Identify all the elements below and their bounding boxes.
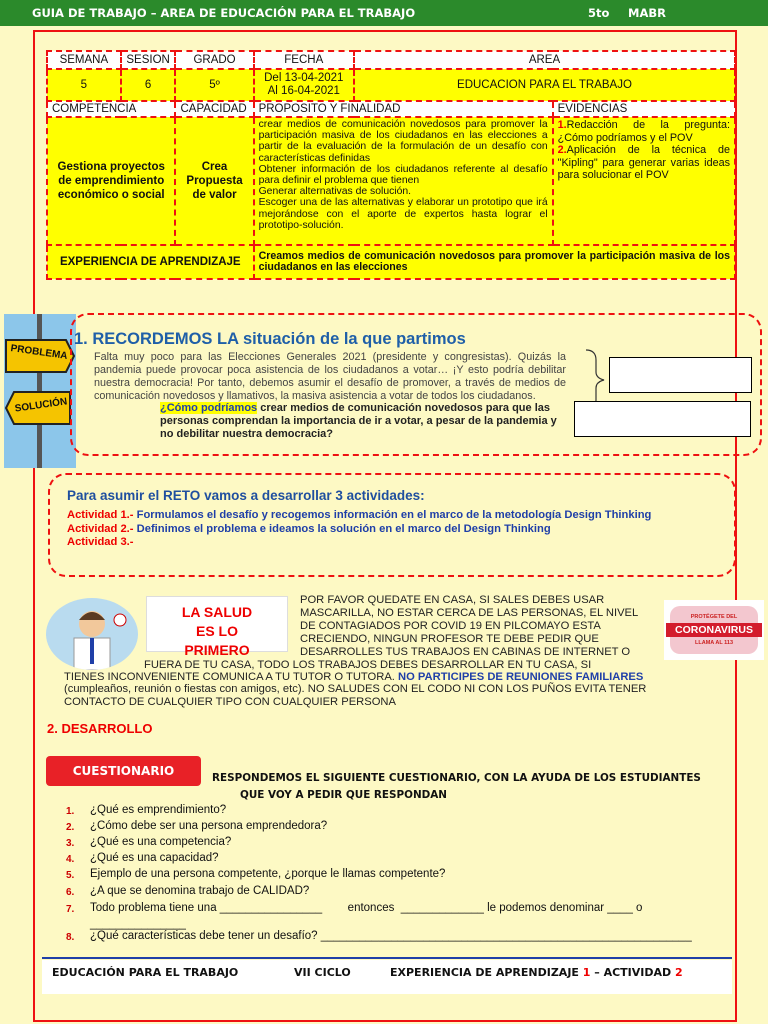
question-list (66, 804, 730, 950)
activity-item (67, 523, 707, 536)
question-number: 1. (66, 806, 75, 817)
instruction-line2: QUE VOY A PEDIR QUE RESPONDAN (240, 789, 448, 801)
question-item[interactable] (90, 918, 186, 930)
activity-label: Actividad 1.- (67, 509, 134, 521)
question-item (66, 836, 232, 849)
desarrollo-title: 2. DESARROLLO (47, 721, 153, 736)
answer-box-bottom[interactable] (574, 401, 751, 437)
sign-problem-label: PROBLEMA (9, 343, 69, 362)
health-title: LA SALUD ES LO PRIMERO (181, 604, 253, 658)
question-item (66, 868, 446, 881)
question-number: 3. (66, 838, 75, 849)
cuestionario-button[interactable]: CUESTIONARIO (46, 756, 201, 786)
value-sesion: 6 (121, 69, 176, 101)
footer-act-number: 2 (674, 966, 683, 979)
question-number: 8. (66, 932, 75, 943)
badge-main-text: CORONAVIRUS (666, 623, 762, 637)
question-number: 6. (66, 887, 75, 898)
section1-question (160, 402, 560, 441)
problem-solution-signpost (4, 314, 76, 468)
evidencia-num: 1. (557, 119, 567, 131)
grade-label: 5to (588, 6, 610, 20)
coronavirus-badge (664, 600, 764, 660)
competencia-cell: Gestiona proyectos de emprendimiento económico o social (47, 117, 175, 245)
activity-item (67, 509, 707, 522)
session-plan-table (46, 50, 736, 280)
question-text: ¿Qué características debe tener un desafío? __________________________________________________________ (90, 930, 692, 942)
fecha-start: Del 13-04-2021 (264, 72, 344, 84)
top-header-bar (0, 0, 768, 26)
question-item (66, 820, 328, 833)
question-rest: crear medios de comunicación novedosos para que las personas comprendan la importancia de ir a votar, a pesar de la pandemia y no debilitar nuestra democracia? (160, 402, 557, 440)
evidencia-num: 2. (557, 144, 567, 156)
value-fecha (254, 69, 354, 101)
question-text: ¿A que se denomina trabajo de CALIDAD? (90, 885, 310, 897)
footer-exp-number: 1 (582, 966, 591, 979)
question-item (66, 885, 310, 898)
footer-exp-label: EXPERIENCIA DE APRENDIZAJE (390, 966, 583, 979)
badge-top-text: PROTÉGETE DEL (690, 614, 738, 620)
header-capacidad: CAPACIDAD (175, 101, 253, 117)
experiencia-label: EXPERIENCIA DE APRENDIZAJE (47, 245, 254, 279)
footer-right (390, 966, 683, 979)
activity-label: Actividad 3.- (67, 536, 134, 548)
evidencia-text: Aplicación de la técnica de "Kipling" para generar varias ideas para solucionar el POV (557, 144, 730, 181)
question-text: _______________ (90, 918, 186, 930)
question-item (66, 852, 219, 865)
health-notice: POR FAVOR QUEDATE EN CASA, SI SALES DEBES USAR MASCARILLA, NO ESTAR CERCA DE LAS PERSONAS, EL NIVEL DE CONTAGIADOS POR COVID 19 EN PILCOMAYO ESTA CRECIENDO, NINGUN PROFESOR TE DEBE PEDIR QUE DESARROLLES TUS TRABAJOS EN CABINAS DE INTERNET O (300, 594, 638, 658)
header-fecha: FECHA (254, 51, 354, 69)
proposito-line: Generar alternativas de solución. (258, 186, 412, 198)
proposito-line: Obtener información de los ciudadanos referente al desafío para definir el problema que tienen (258, 163, 548, 187)
question-item[interactable] (66, 930, 692, 943)
evidencia-item (558, 119, 730, 144)
question-number: 2. (66, 822, 75, 833)
question-number: 4. (66, 854, 75, 865)
header-competencia: COMPETENCIA (47, 101, 175, 117)
guide-title: GUIA DE TRABAJO – AREA DE EDUCACIÓN PARA EL TRABAJO (32, 6, 416, 20)
footer-bar (42, 960, 732, 994)
question-text: Ejemplo de una persona competente, ¿porque le llamas competente? (90, 868, 446, 880)
activity-item (67, 536, 707, 549)
activity-label: Actividad 2.- (67, 523, 134, 535)
doctor-illustration (46, 598, 138, 670)
question-text: ¿Qué es una capacidad? (90, 852, 219, 864)
footer-left: EDUCACIÓN PARA EL TRABAJO (52, 966, 239, 979)
health-notice-line3 (64, 671, 643, 683)
author-initials: MABR (628, 6, 666, 20)
notice-bold-text: NO PARTICIPES DE REUNIONES FAMILIARES (394, 671, 644, 683)
question-number: 7. (66, 904, 75, 915)
question-number: 5. (66, 870, 75, 881)
header-grado: GRADO (175, 51, 253, 69)
header-evidencias: EVIDENCIAS (553, 101, 735, 117)
section1-title: 1. RECORDEMOS LA situación de la que partimos (74, 330, 466, 348)
question-highlight: ¿Cómo podríamos (160, 402, 258, 414)
header-sesion: SESION (121, 51, 176, 69)
footer-rule (42, 957, 732, 959)
question-text: ¿Qué es emprendimiento? (90, 804, 227, 816)
header-area: AREA (354, 51, 735, 69)
proposito-line: crear medios de comunicación novedosos para promover la participación masiva de los ciudadanos en las elecciones a partir de la evaluación de la formulación de un desafío con características definidas (258, 119, 548, 164)
activity-text: Definimos el problema e ideamos la solución en el marco del Design Thinking (133, 523, 551, 535)
health-notice-line4: (cumpleaños, reunión o fiestas con amigos, etc). NO SALUDES CON EL CODO NI CON LOS PUÑOS EVITA TENER CONTACTO DE CUALQUIER TIPO CON CUALQUIER PERSONA (64, 683, 647, 708)
proposito-cell (254, 117, 553, 245)
question-text: ¿Cómo debe ser una persona emprendedora? (90, 820, 328, 832)
signpost-icon (4, 314, 76, 468)
value-semana: 5 (47, 69, 121, 101)
answer-box-top[interactable] (609, 357, 752, 393)
experiencia-text: Creamos medios de comunicación novedosos para promover la participación masiva de los ciudadanos en las elecciones (254, 245, 735, 279)
health-notice-line2: FUERA DE TU CASA, TODO LOS TRABAJOS DEBES DESARROLLAR EN TU CASA, SI (144, 659, 592, 671)
capacidad-cell: Crea Propuesta de valor (175, 117, 253, 245)
value-area: EDUCACION PARA EL TRABAJO (354, 69, 735, 101)
activity-text: Formulamos el desafío y recogemos información en el marco de la metodología Design Thinking (133, 509, 652, 521)
reto-title: Para asumir el RETO vamos a desarrollar 3 actividades: (67, 488, 425, 503)
footer-middle: VII CICLO (294, 966, 351, 979)
doctor-icon (46, 598, 138, 670)
header-proposito: PROPOSITO Y FINALIDAD (254, 101, 553, 117)
badge-bottom-text: LLAMA AL 113 (695, 640, 733, 646)
value-grado: 5º (175, 69, 253, 101)
health-title-box (146, 596, 288, 658)
instruction-line1: RESPONDEMOS EL SIGUIENTE CUESTIONARIO, CON LA AYUDA DE LOS ESTUDIANTES (212, 772, 701, 784)
notice-text: TIENES INCONVENIENTE COMUNICA A TU TUTOR O TUTORA. (64, 671, 395, 683)
question-item (66, 804, 227, 817)
proposito-line: Escoger una de las alternativas y elaborar un prototipo que irá mejorándose con el aporte de expertos hasta lograr el prototipo-solución. (258, 197, 548, 231)
evidencia-item (558, 144, 730, 182)
evidencias-cell (553, 117, 735, 245)
question-text: Todo problema tiene una ________________ entonces _____________ le podemos denominar ____ o (90, 902, 643, 914)
question-item[interactable] (66, 902, 643, 915)
evidencia-text: Redacción de la pregunta: ¿Cómo podríamos y el POV (557, 119, 730, 144)
footer-act-label: – ACTIVIDAD (590, 966, 675, 979)
sign-solution-label: SOLUCIÓN (14, 396, 68, 415)
fecha-end: Al 16-04-2021 (267, 85, 340, 97)
reto-activities (67, 509, 707, 549)
header-semana: SEMANA (47, 51, 121, 69)
question-text: ¿Qué es una competencia? (90, 836, 232, 848)
section1-paragraph: Falta muy poco para las Elecciones Generales 2021 (presidente y congresistas). Quizás la pandemia puede provocar poca asistencia de los ciudadanos a votar… ¡Y esto podría debilitar nuestra democracia! Por tanto, debemos asumir el desafío de promover, a través de medios de comunicación novedosos y llamativos, la masiva asistencia a votar de todos los ciudadanos. (94, 351, 566, 402)
